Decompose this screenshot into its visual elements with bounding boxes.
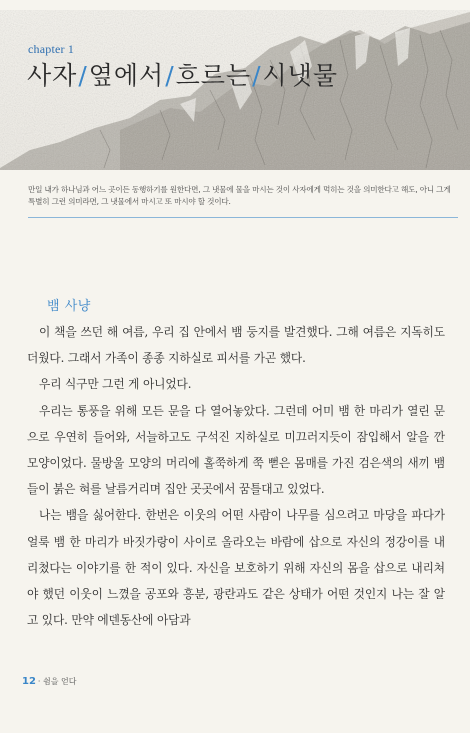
title-part: 흐르는 [175, 61, 252, 90]
page-number: 12 [22, 676, 36, 687]
section-heading: 뱀 사냥 [47, 299, 91, 314]
chapter-epigraph: 만일 내가 하나님과 어느 곳이든 동행하기를 원한다면, 그 냇물에 물을 마시는 것이 사자에게 먹히는 것을 의미한다고 해도, 아니 그게 특별히 그런 의미라면, 그 냇물에서 마시고 또 마시야 할 것이다. [28, 185, 451, 206]
title-part: 사자 [27, 61, 78, 90]
title-slash: / [252, 61, 262, 90]
page-footer [22, 676, 76, 687]
chapter-label: chapter 1 [28, 42, 75, 56]
paragraph: 우리는 통풍을 위해 모든 문을 다 열어놓았다. 그런데 어미 뱀 한 마리가 열린 문으로 우연히 들어와, 서늘하고도 구석진 지하실로 미끄러지듯이 잠입해서 알을 깐 모양이었다. 물방울 모양의 머리에 홀쭉하게 쭉 뻗은 몸매를 가진 검은색의 새끼 뱀들이 붉은 혀를 날름거리며 집안 곳곳에서 꿈틀대고 있었다. [27, 403, 445, 497]
paragraph: 이 책을 쓰던 해 여름, 우리 집 안에서 뱀 둥지를 발견했다. 그해 여름은 지독히도 더웠다. 그래서 가족이 종종 지하실로 피서를 가곤 했다. [27, 325, 445, 366]
chapter-title [27, 56, 338, 92]
running-title: · 쉼을 얻다 [37, 677, 77, 686]
title-part: 옆에서 [88, 61, 165, 90]
body-text [27, 319, 445, 633]
divider [28, 217, 458, 218]
title-slash: / [78, 61, 88, 90]
title-slash: / [165, 61, 175, 90]
paragraph: 우리 식구만 그런 게 아니었다. [39, 377, 192, 392]
paragraph: 나는 뱀을 싫어한다. 한번은 이웃의 어떤 사람이 나무를 심으려고 마당을 파다가 얼룩 뱀 한 마리가 바짓가랑이 사이로 올라오는 바람에 삽으로 자신의 정강이를 내리쳤다는 이야기를 한 적이 있다. 자신을 보호하기 위해 자신의 몸을 삽으로 내리쳐야 했던 이웃이 느꼈을 공포와 흥분, 광란과도 같은 상태가 어떤 것인지 나는 잘 알고 있다. 만약 에덴동산에 아담과 [27, 508, 445, 628]
title-part: 시냇물 [262, 61, 338, 90]
chapter-banner [0, 0, 470, 230]
